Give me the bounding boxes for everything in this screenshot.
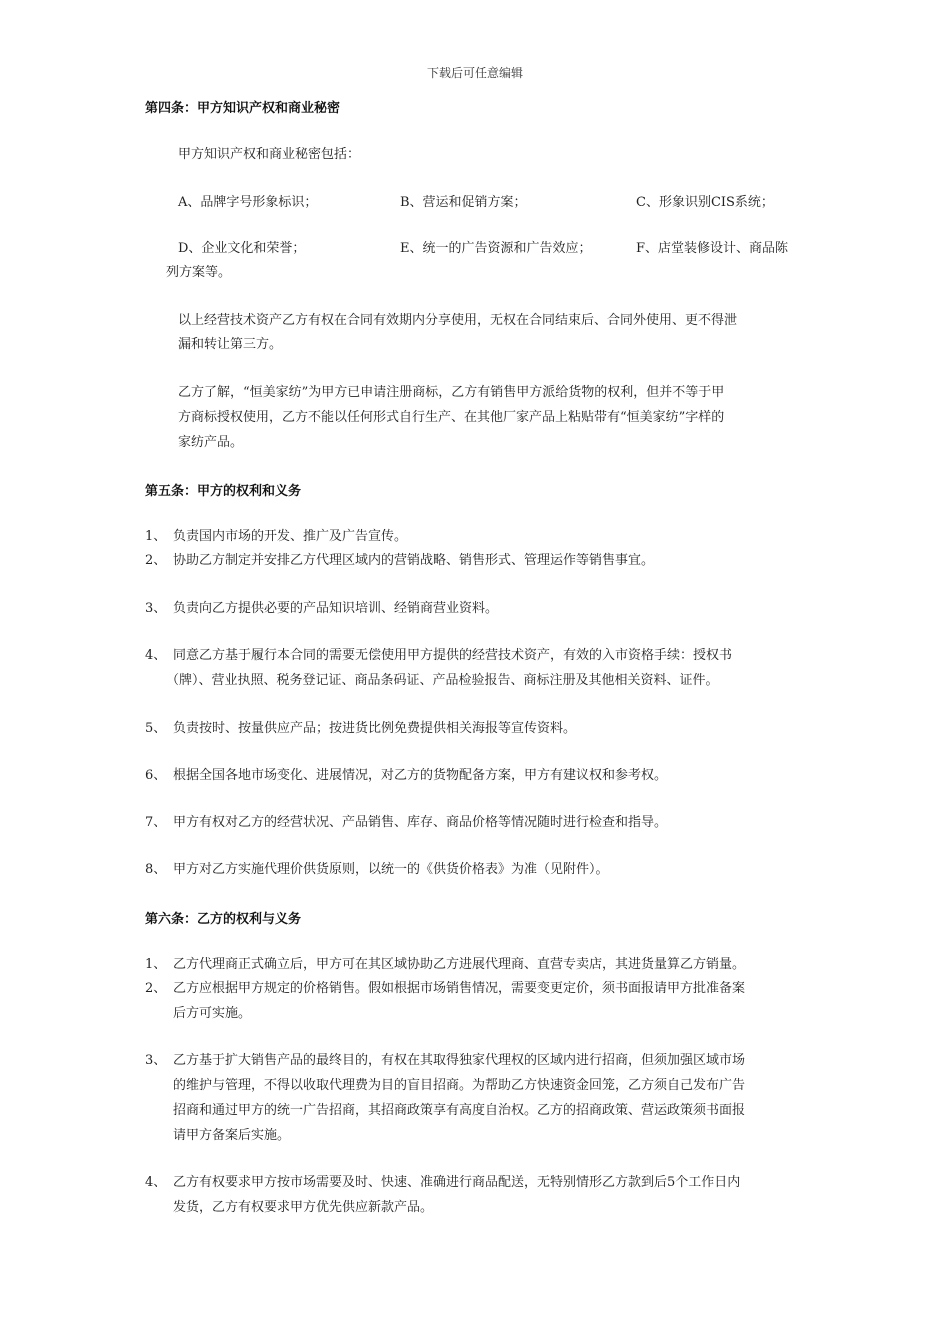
- sec6-item-2-text-line-2: 后方可实施。: [173, 1006, 252, 1021]
- sec6-item-3-text-line-4: 请甲方备案后实施。: [173, 1128, 291, 1143]
- sec5-item-4-text-line-1: 同意乙方基于履行本合同的需要无偿使用甲方提供的经营技术资产，有效的入市资格手续：授权书: [173, 648, 733, 663]
- sec5-item-1-text: 负责国内市场的开发、推广及广告宣传。: [173, 529, 408, 544]
- page-header: 下载后可任意编辑: [426, 66, 523, 80]
- section-6-title: 第六条：乙方的权利与义务: [145, 912, 302, 927]
- sec6-item-1-number: 1、: [145, 957, 167, 972]
- sec5-item-7-text: 甲方有权对乙方的经营状况、产品销售、库存、商品价格等情况随时进行检查和指导。: [173, 815, 668, 830]
- ip-item-e: E、统一的广告资源和广告效应；: [400, 241, 592, 256]
- sec5-item-7-number: 7、: [145, 815, 167, 830]
- sec5-item-1-number: 1、: [145, 529, 167, 544]
- sec6-item-4-number: 4、: [145, 1175, 167, 1190]
- sec5-item-5-number: 5、: [145, 721, 167, 736]
- section-4-paragraph-2-line-1: 乙方了解，“恒美家纺”为甲方已申请注册商标，乙方有销售甲方派给货物的权利，但并不等于甲: [178, 385, 725, 400]
- ip-item-d: D、企业文化和荣誉；: [178, 241, 306, 256]
- sec5-item-3-text: 负责向乙方提供必要的产品知识培训、经销商营业资料。: [173, 601, 499, 616]
- section-4-paragraph-1-line-2: 漏和转让第三方。: [178, 337, 283, 352]
- sec5-item-4-number: 4、: [145, 648, 167, 663]
- ip-item-b: B、营运和促销方案；: [400, 195, 527, 210]
- sec6-item-2-text-line-1: 乙方应根据甲方规定的价格销售。假如根据市场销售情况，需要变更定价，须书面报请甲方批准备案: [173, 981, 746, 996]
- ip-item-f-continued: 列方案等。: [166, 265, 232, 280]
- section-5-title: 第五条：甲方的权利和义务: [145, 484, 302, 499]
- sec6-item-1-text: 乙方代理商正式确立后，甲方可在其区域协助乙方进展代理商、直营专卖店，其进货量算乙方销量。: [173, 957, 746, 972]
- sec5-item-8-text: 甲方对乙方实施代理价供货原则，以统一的《供货价格表》为准（见附件）。: [173, 862, 609, 877]
- sec6-item-3-number: 3、: [145, 1053, 167, 1068]
- sec6-item-3-text-line-3: 招商和通过甲方的统一广告招商，其招商政策享有高度自治权。乙方的招商政策、营运政策须书面报: [173, 1103, 746, 1118]
- sec5-item-3-number: 3、: [145, 601, 167, 616]
- section-4-title: 第四条：甲方知识产权和商业秘密: [145, 101, 341, 116]
- sec6-item-3-text-line-1: 乙方基于扩大销售产品的最终目的，有权在其取得独家代理权的区域内进行招商，但须加强区域市场: [173, 1053, 746, 1068]
- sec5-item-5-text: 负责按时、按量供应产品；按进货比例免费提供相关海报等宣传资料。: [173, 721, 577, 736]
- ip-item-c: C、形象识别CIS系统；: [636, 195, 774, 210]
- sec5-item-6-text: 根据全国各地市场变化、进展情况，对乙方的货物配备方案，甲方有建议权和参考权。: [173, 768, 668, 783]
- sec5-item-2-number: 2、: [145, 553, 167, 568]
- sec6-item-2-number: 2、: [145, 981, 167, 996]
- section-4-intro: 甲方知识产权和商业秘密包括：: [178, 147, 361, 162]
- sec6-item-4-text-line-2: 发货，乙方有权要求甲方优先供应新款产品。: [173, 1200, 434, 1215]
- sec5-item-2-text: 协助乙方制定并安排乙方代理区域内的营销战略、销售形式、管理运作等销售事宜。: [173, 553, 655, 568]
- sec5-item-8-number: 8、: [145, 862, 167, 877]
- ip-item-a: A、品牌字号形象标识；: [178, 195, 318, 210]
- section-4-paragraph-1-line-1: 以上经营技术资产乙方有权在合同有效期内分享使用，无权在合同结束后、合同外使用、更不得泄: [178, 313, 738, 328]
- sec6-item-3-text-line-2: 的维护与管理，不得以收取代理费为目的盲目招商。为帮助乙方快速资金回笼，乙方须自己发布广告: [173, 1078, 746, 1093]
- sec5-item-4-text-line-2: （牌）、营业执照、税务登记证、商品条码证、产品检验报告、商标注册及其他相关资料、证件。: [166, 673, 719, 688]
- sec6-item-4-text-line-1: 乙方有权要求甲方按市场需要及时、快速、准确进行商品配送，无特别情形乙方款到后5个工作日内: [173, 1175, 741, 1190]
- sec5-item-6-number: 6、: [145, 768, 167, 783]
- ip-item-f: F、店堂装修设计、商品陈: [636, 241, 789, 256]
- section-4-paragraph-2-line-2: 方商标授权使用，乙方不能以任何形式自行生产、在其他厂家产品上粘贴带有“恒美家纺”字样的: [178, 410, 725, 425]
- section-4-paragraph-2-line-3: 家纺产品。: [178, 435, 244, 450]
